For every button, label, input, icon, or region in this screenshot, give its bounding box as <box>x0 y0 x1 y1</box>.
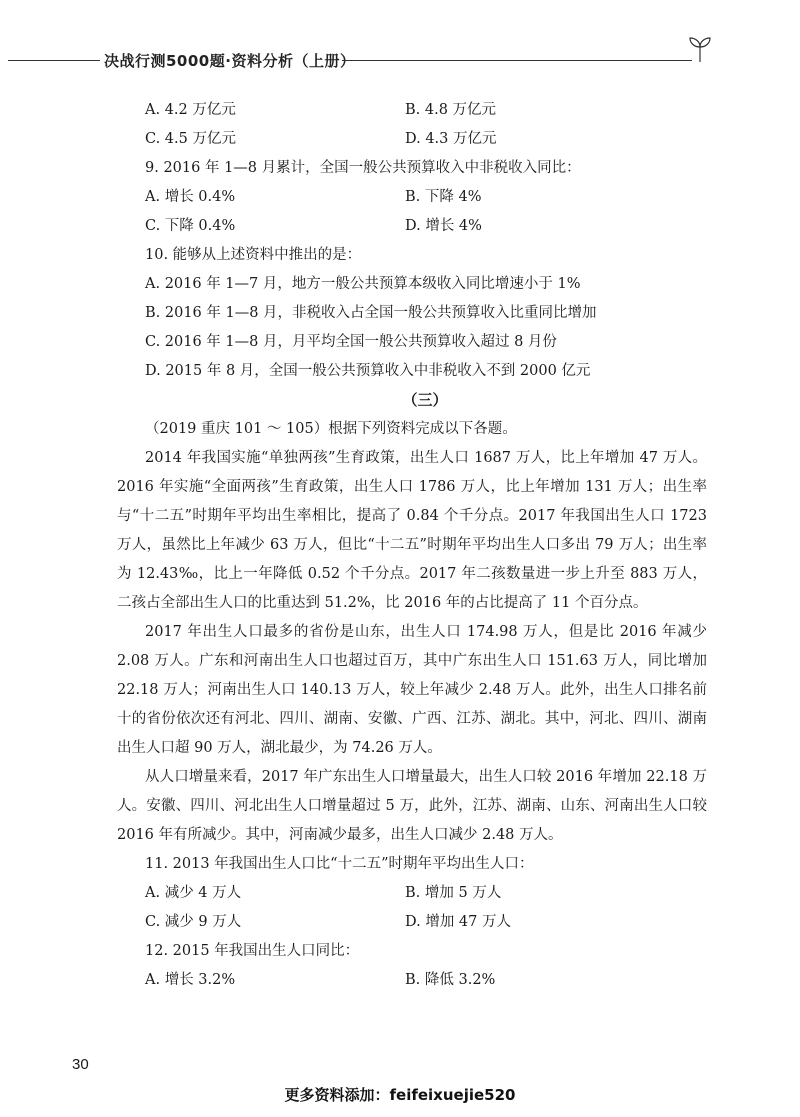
q9-options-row1 <box>145 183 705 212</box>
book-title: 决战行测5000题·资料分析（上册） <box>104 52 356 70</box>
material-paragraph-3: 从人口增量来看，2017 年广东出生人口增量最大，出生人口较 2016 年增加 22.18 万人。安徽、四川、河北出生人口增量超过 5 万，此外，江苏、湖南、山东、河南出生人口较 2016 年有所减少。其中，河南减少最多，出生人口减少 2.48 万人。 <box>117 769 707 843</box>
q9-option-d: D. 增长 4% <box>405 218 482 234</box>
running-header <box>0 48 800 72</box>
q9-option-a: A. 增长 0.4% <box>145 189 236 205</box>
q11-option-b: B. 增加 5 万人 <box>405 885 502 901</box>
header-rule-left <box>8 60 100 61</box>
q8-options-row1 <box>145 96 705 125</box>
q10-option-c: C. 2016 年 1—8 月，月平均全国一般公共预算收入超过 8 月份 <box>145 334 557 350</box>
material-paragraph-2: 2017 年出生人口最多的省份是山东，出生人口 174.98 万人，但是比 2016 年减少 2.08 万人。广东和河南出生人口也超过百万，其中广东出生人口 151.63 万人，同比增加 22.18 万人；河南出生人口 140.13 万人，较上年减少 2.48 万人。此外，出生人口排名前十的省份依次还有河北、四川、湖南、安徽、广西、江苏、湖北。其中，河北、四川、湖南出生人口超 90 万人，湖北最少，为 74.26 万人。 <box>117 624 707 756</box>
q11-stem: 11. 2013 年我国出生人口比“十二五”时期年平均出生人口： <box>145 856 534 872</box>
q10-option-a: A. 2016 年 1—7 月，地方一般公共预算本级收入同比增速小于 1% <box>145 276 581 292</box>
q8-options-row2 <box>145 125 705 154</box>
q9-stem: 9. 2016 年 1—8 月累计，全国一般公共预算收入中非税收入同比： <box>145 160 581 176</box>
q10-stem: 10. 能够从上述资料中推出的是： <box>145 247 362 263</box>
section-intro: （2019 重庆 101 ～ 105）根据下列资料完成以下各题。 <box>145 421 517 437</box>
footer-note: 更多资料添加：feifeixuejie520 <box>284 1086 516 1104</box>
q11-options-row1 <box>145 879 705 908</box>
sprout-icon <box>686 34 714 64</box>
q12-stem: 12. 2015 年我国出生人口同比： <box>145 943 360 959</box>
material-paragraph-1: 2014 年我国实施“单独两孩”生育政策，出生人口 1687 万人，比上年增加 47 万人。2016 年实施“全面两孩”生育政策，出生人口 1786 万人，比上年增加 131 万人；出生率与“十二五”时期年平均出生率相比，提高了 0.84 个千分点。2017 年我国出生人口 1723 万人，虽然比上年减少 63 万人，但比“十二五”时期年平均出生人口多出 79 万人；出生率为 12.43‰，比上一年降低 0.52 个千分点。2017 年二孩数量进一步上升至 883 万人，二孩占全部出生人口的比重达到 51.2%，比 2016 年的占比提高了 11 个百分点。 <box>117 450 707 611</box>
section-title: （三） <box>402 391 448 409</box>
q10-option-b: B. 2016 年 1—8 月，非税收入占全国一般公共预算收入比重同比增加 <box>145 305 597 321</box>
q11-option-c: C. 减少 9 万人 <box>145 914 242 930</box>
q10-option-d: D. 2015 年 8 月，全国一般公共预算收入中非税收入不到 2000 亿元 <box>145 363 591 379</box>
page-content <box>117 96 707 995</box>
q8-option-d: D. 4.3 万亿元 <box>405 131 497 147</box>
q11-option-d: D. 增加 47 万人 <box>405 914 511 930</box>
page-number: 30 <box>72 1056 89 1073</box>
q9-option-c: C. 下降 0.4% <box>145 218 236 234</box>
q12-option-b: B. 降低 3.2% <box>405 972 496 988</box>
q11-options-row2 <box>145 908 705 937</box>
q8-option-c: C. 4.5 万亿元 <box>145 131 236 147</box>
header-rule-right <box>342 60 692 61</box>
q12-option-a: A. 增长 3.2% <box>145 972 236 988</box>
q11-option-a: A. 减少 4 万人 <box>145 885 242 901</box>
q9-option-b: B. 下降 4% <box>405 189 482 205</box>
q8-option-b: B. 4.8 万亿元 <box>405 102 497 118</box>
q8-option-a: A. 4.2 万亿元 <box>145 102 236 118</box>
q12-options-row1 <box>145 966 705 995</box>
q9-options-row2 <box>145 212 705 241</box>
